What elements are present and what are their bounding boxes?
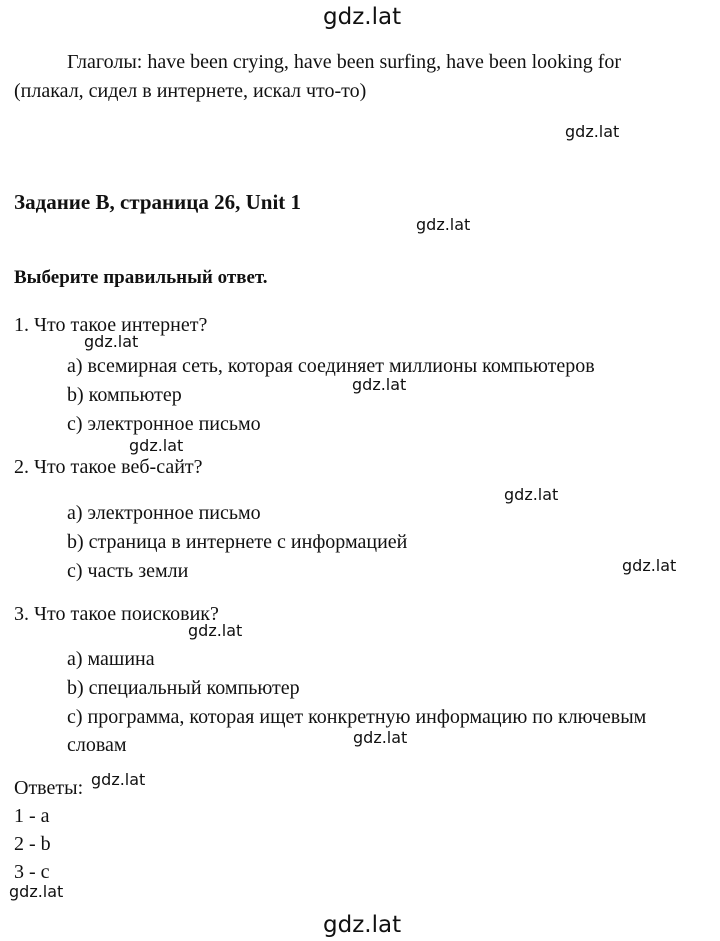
watermark-bottom: gdz.lat [323,912,402,938]
watermark: gdz.lat [352,375,407,394]
watermark: gdz.lat [504,485,559,504]
watermark: gdz.lat [9,882,64,901]
question-2: 2. Что такое веб-сайт? [14,456,203,478]
watermark: gdz.lat [84,332,139,351]
answer-3: 3 - c [14,861,50,883]
watermark: gdz.lat [353,728,408,747]
question-3: 3. Что такое поисковик? [14,603,219,625]
question-1: 1. Что такое интернет? [14,314,208,336]
question-2-option-a: a) электронное письмо [67,502,261,524]
instruction: Выберите правильный ответ. [14,267,268,288]
watermark: gdz.lat [129,436,184,455]
question-3-option-a: a) машина [67,648,155,670]
watermark: gdz.lat [622,556,677,575]
question-1-option-c: c) электронное письмо [67,413,261,435]
verbs-line-1: Глаголы: have been crying, have been surfing, have been looking for [67,51,622,73]
watermark: gdz.lat [565,122,620,141]
question-3-option-c-continued: словам [67,734,127,756]
question-1-option-a: a) всемирная сеть, которая соединяет миллионы компьютеров [67,355,595,377]
task-title: Задание B, страница 26, Unit 1 [14,190,302,214]
answers-label: Ответы: [14,777,84,799]
question-2-option-b: b) страница в интернете с информацией [67,531,408,553]
question-2-option-c: c) часть земли [67,560,189,582]
answer-2: 2 - b [14,833,51,855]
question-3-option-c: c) программа, которая ищет конкретную информацию по ключевым [67,706,647,728]
answer-1: 1 - a [14,805,50,827]
watermark: gdz.lat [416,215,471,234]
watermark-top: gdz.lat [323,4,402,30]
question-3-option-b: b) специальный компьютер [67,677,300,699]
watermark: gdz.lat [188,621,243,640]
verbs-line-2: (плакал, сидел в интернете, искал что-то) [14,80,367,102]
watermark: gdz.lat [91,770,146,789]
question-1-option-b: b) компьютер [67,384,182,406]
